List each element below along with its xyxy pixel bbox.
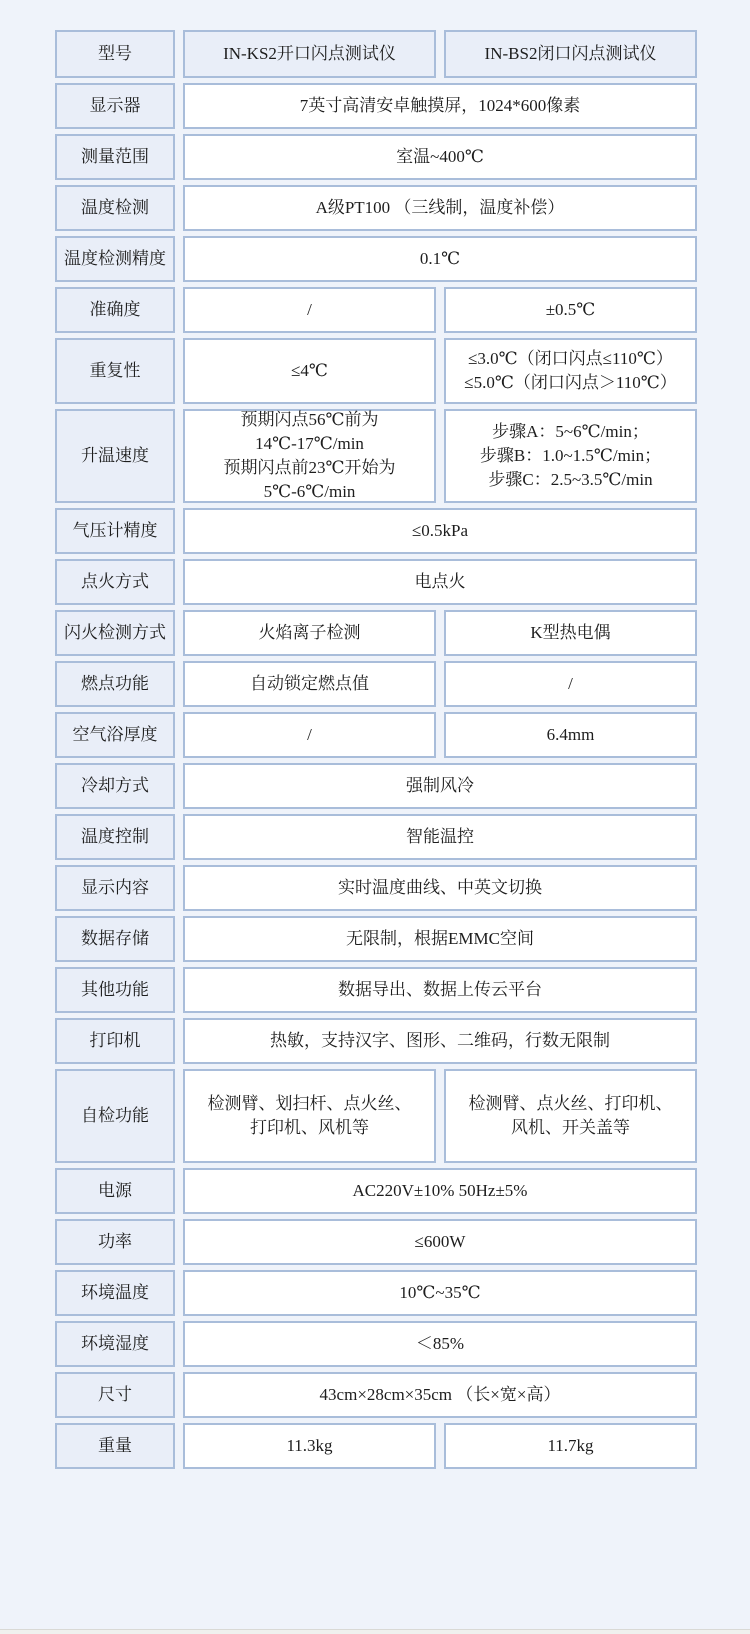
spec-label: 数据存储 xyxy=(55,916,175,962)
spec-value: 43cm×28cm×35cm （长×宽×高） xyxy=(183,1372,697,1418)
spec-label: 燃点功能 xyxy=(55,661,175,707)
value-line: 打印机、风机等 xyxy=(250,1118,369,1137)
row-temp-sensor xyxy=(55,185,697,231)
spec-value-open-cup: ≤4℃ xyxy=(183,338,436,404)
spec-value: 智能温控 xyxy=(183,814,697,860)
value-line: 风机、开关盖等 xyxy=(511,1118,630,1137)
spec-value: 无限制，根据EMMC空间 xyxy=(183,916,697,962)
spec-value-closed-cup xyxy=(444,1069,697,1163)
value-line: ≤5.0℃（闭口闪点＞110℃） xyxy=(464,373,677,392)
spec-label: 气压计精度 xyxy=(55,508,175,554)
row-ambient-temp xyxy=(55,1270,697,1316)
spec-label: 温度控制 xyxy=(55,814,175,860)
value-line: ≤3.0℃（闭口闪点≤110℃） xyxy=(468,349,673,368)
value-line: 步骤B：1.0~1.5℃/min； xyxy=(479,446,662,465)
spec-label: 空气浴厚度 xyxy=(55,712,175,758)
row-power-supply xyxy=(55,1168,697,1214)
spec-value: AC220V±10% 50Hz±5% xyxy=(183,1168,697,1214)
spec-label: 自检功能 xyxy=(55,1069,175,1163)
spec-label: 点火方式 xyxy=(55,559,175,605)
spec-value-closed-cup xyxy=(444,409,697,503)
spec-label: 电源 xyxy=(55,1168,175,1214)
spec-value-open-cup: / xyxy=(183,287,436,333)
spec-value: ≤600W xyxy=(183,1219,697,1265)
spec-value: 电点火 xyxy=(183,559,697,605)
spec-value-open-cup: / xyxy=(183,712,436,758)
row-other-functions xyxy=(55,967,697,1013)
spec-label: 重量 xyxy=(55,1423,175,1469)
spec-value-model-closed-cup: IN-BS2闭口闪点测试仪 xyxy=(444,30,697,78)
spec-value: 0.1℃ xyxy=(183,236,697,282)
spec-value: ≤0.5kPa xyxy=(183,508,697,554)
spec-label: 尺寸 xyxy=(55,1372,175,1418)
spec-label: 型号 xyxy=(55,30,175,78)
spec-value-closed-cup: 6.4mm xyxy=(444,712,697,758)
row-measure-range xyxy=(55,134,697,180)
spec-value: 强制风冷 xyxy=(183,763,697,809)
row-heating-rate xyxy=(55,409,697,503)
spec-label: 升温速度 xyxy=(55,409,175,503)
row-ambient-humidity xyxy=(55,1321,697,1367)
row-temp-precision xyxy=(55,236,697,282)
value-line: 预期闪点前23℃开始为 xyxy=(223,458,396,477)
spec-value-closed-cup xyxy=(444,338,697,404)
spec-label: 打印机 xyxy=(55,1018,175,1064)
spec-value: 7英寸高清安卓触摸屏，1024*600像素 xyxy=(183,83,697,129)
spec-value: 10℃~35℃ xyxy=(183,1270,697,1316)
value-line: 检测臂、划扫杆、点火丝、 xyxy=(207,1094,412,1113)
row-weight xyxy=(55,1423,697,1469)
row-flash-detection xyxy=(55,610,697,656)
spec-value-open-cup xyxy=(183,409,436,503)
row-accuracy xyxy=(55,287,697,333)
spec-label: 显示内容 xyxy=(55,865,175,911)
value-line: 5℃-6℃/min xyxy=(263,482,356,501)
spec-value-closed-cup: 11.7kg xyxy=(444,1423,697,1469)
spec-label: 环境温度 xyxy=(55,1270,175,1316)
spec-value-model-open-cup: IN-KS2开口闪点测试仪 xyxy=(183,30,436,78)
row-air-bath-thickness xyxy=(55,712,697,758)
spec-label: 准确度 xyxy=(55,287,175,333)
row-temp-control xyxy=(55,814,697,860)
page-bottom-edge xyxy=(0,1629,750,1634)
spec-value-open-cup: 11.3kg xyxy=(183,1423,436,1469)
row-dimensions xyxy=(55,1372,697,1418)
spec-value: 数据导出、数据上传云平台 xyxy=(183,967,697,1013)
spec-label: 功率 xyxy=(55,1219,175,1265)
row-printer xyxy=(55,1018,697,1064)
spec-label: 重复性 xyxy=(55,338,175,404)
spec-value: A级PT100 （三线制，温度补偿） xyxy=(183,185,697,231)
spec-value-open-cup: 火焰离子检测 xyxy=(183,610,436,656)
value-line: 检测臂、点火丝、打印机、 xyxy=(468,1094,673,1113)
row-data-storage xyxy=(55,916,697,962)
row-cooling-method xyxy=(55,763,697,809)
spec-label: 温度检测精度 xyxy=(55,236,175,282)
row-self-check xyxy=(55,1069,697,1163)
spec-value: 实时温度曲线、中英文切换 xyxy=(183,865,697,911)
row-power xyxy=(55,1219,697,1265)
spec-label: 其他功能 xyxy=(55,967,175,1013)
spec-value-closed-cup: / xyxy=(444,661,697,707)
value-line: 步骤C：2.5~3.5℃/min xyxy=(488,470,653,489)
spec-value: ＜85% xyxy=(183,1321,697,1367)
row-repeatability xyxy=(55,338,697,404)
spec-value-closed-cup: ±0.5℃ xyxy=(444,287,697,333)
spec-value-closed-cup: K型热电偶 xyxy=(444,610,697,656)
spec-label: 冷却方式 xyxy=(55,763,175,809)
spec-value: 热敏，支持汉字、图形、二维码，行数无限制 xyxy=(183,1018,697,1064)
row-display xyxy=(55,83,697,129)
spec-value-open-cup xyxy=(183,1069,436,1163)
row-display-content xyxy=(55,865,697,911)
spec-label: 温度检测 xyxy=(55,185,175,231)
spec-label: 测量范围 xyxy=(55,134,175,180)
spec-table xyxy=(55,30,697,1469)
value-line: 预期闪点56℃前为14℃-17℃/min xyxy=(240,410,379,453)
row-model xyxy=(55,30,697,78)
spec-value: 室温~400℃ xyxy=(183,134,697,180)
row-fire-point-function xyxy=(55,661,697,707)
spec-label: 显示器 xyxy=(55,83,175,129)
spec-value-open-cup: 自动锁定燃点值 xyxy=(183,661,436,707)
value-line: 步骤A：5~6℃/min； xyxy=(492,422,649,441)
row-barometer-precision xyxy=(55,508,697,554)
spec-label: 环境湿度 xyxy=(55,1321,175,1367)
row-ignition-method xyxy=(55,559,697,605)
spec-label: 闪火检测方式 xyxy=(55,610,175,656)
